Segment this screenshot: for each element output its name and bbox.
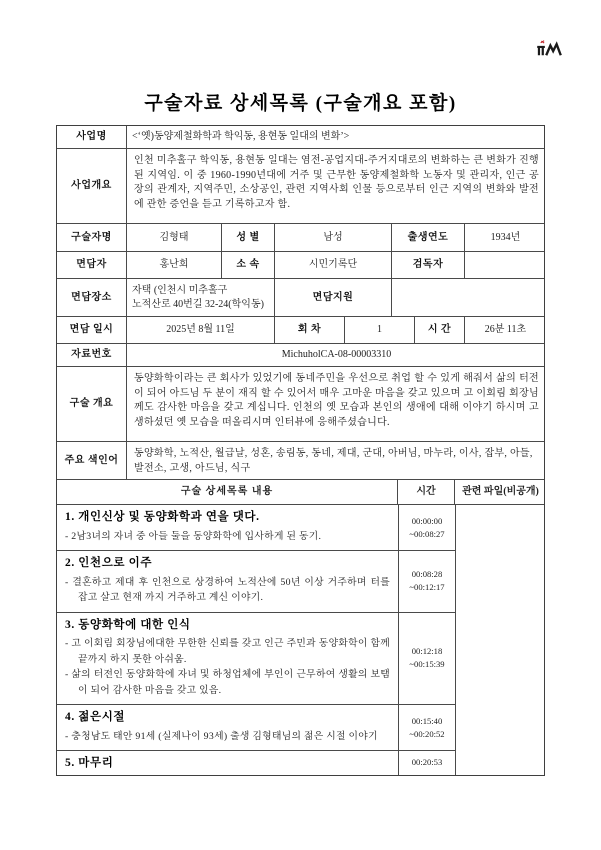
detail-header-time: 시간	[398, 480, 455, 504]
detail-header-file: 관련 파일(비공개)	[462, 486, 539, 498]
detail-section-row	[57, 613, 455, 706]
section-content	[57, 505, 398, 550]
place-label: 면담장소	[57, 279, 127, 316]
section-time	[398, 751, 455, 775]
table-row	[57, 224, 544, 252]
time-end: ~00:20:52	[409, 728, 445, 739]
birth-year-value: 1934년	[490, 231, 521, 243]
section-subitem: - 고 이회림 회장님에대한 무한한 신뢰를 갖고 인근 주민과 동양화학이 함께 끝까지 하지 못한 아쉬움.	[65, 638, 390, 665]
time-start: 00:00:00	[411, 515, 443, 526]
table-row	[57, 252, 544, 279]
section-title: 4. 젊은시절	[65, 711, 126, 724]
section-content	[57, 705, 398, 750]
table-row	[57, 279, 544, 317]
time-end: ~00:12:17	[409, 582, 445, 593]
detail-sections	[57, 505, 455, 775]
detail-header-row	[57, 480, 544, 505]
detail-section-row	[57, 705, 455, 751]
birth-year-label: 출생연도	[392, 224, 465, 251]
institution-logo-icon	[535, 40, 563, 58]
time-end: ~00:15:39	[409, 659, 445, 670]
table-row	[57, 367, 544, 442]
place-value	[127, 279, 275, 316]
section-time	[398, 613, 455, 705]
session-value: 1	[345, 317, 415, 343]
section-subitem: - 충청남도 태안 91세 (실제나이 93세) 출생 김형태님의 젊은 시절 이야기	[65, 730, 378, 742]
project-name-value: <‘옛)동양제철화학과 학익동, 용현동 일대의 변화’>	[132, 131, 350, 143]
section-subitems	[57, 529, 398, 551]
narrator-value: 김형태	[127, 224, 222, 251]
section-subitems	[57, 636, 398, 704]
time-end: ~00:08:27	[409, 528, 445, 539]
section-content	[57, 613, 398, 705]
table-row	[57, 149, 544, 224]
project-overview-value: 인천 미추홀구 학익동, 용현동 일대는 염전-공업지대-주거지대로의 변화하는 큰 변화가 진행된 지역임. 이 중 1960-1990년대에 거주 및 근무한 동양제철화학 노동자 및 관리자, 인근 공장의 관계자, 지역주민, 소상공인, 관련 지역사회 인물 등으로부터 인근 지역의 변화와 발전에 관한 증언을 듣고 기록하고자 함.	[134, 155, 539, 210]
section-subitem: - 결혼하고 제대 후 인천으로 상경하여 노적산에 50년 이상 거주하며 터를 잡고 살고 현재 까지 거주하고 계신 이야기.	[65, 576, 390, 604]
table-row	[57, 126, 544, 149]
section-content	[57, 751, 398, 775]
project-overview-label: 사업개요	[57, 149, 127, 223]
affiliation-label: 소 속	[222, 252, 275, 278]
detail-section-row	[57, 751, 455, 775]
section-time	[398, 705, 455, 750]
support-label: 면담지원	[275, 279, 392, 316]
reviewer-value	[465, 252, 546, 278]
related-file-cell	[455, 505, 546, 775]
section-subitems	[57, 575, 398, 612]
table-row	[57, 442, 544, 480]
duration-label: 시 간	[415, 317, 465, 343]
detail-section-row	[57, 551, 455, 613]
doc-no-label: 자료번호	[57, 344, 127, 366]
section-subitem: - 2남3녀의 자녀 중 아들 둘을 동양화학에 입사하게 된 동기.	[65, 530, 322, 542]
doc-no-value: MichuholCA-08-00003310	[281, 349, 392, 361]
detail-body	[57, 505, 544, 775]
place-line2: 노적산로 40번길 32-24(학익동)	[132, 298, 264, 310]
affiliation-value: 시민기록단	[275, 252, 392, 278]
page-title: 구술자료 상세목록 (구술개요 포함)	[144, 93, 457, 114]
section-title: 1. 개인신상 및 동양화학과 연을 댓다.	[65, 511, 260, 523]
session-label: 회 차	[275, 317, 345, 343]
oral-record-table	[56, 125, 545, 776]
place-line1: 자택 (인천시 미추홀구	[132, 284, 228, 296]
table-row	[57, 344, 544, 367]
date-label: 면담 일시	[57, 317, 127, 343]
support-value	[392, 279, 546, 316]
section-time	[398, 551, 455, 612]
time-start: 00:08:28	[411, 569, 443, 580]
summary-label: 구술 개요	[57, 367, 127, 441]
date-value: 2025년 8월 11일	[127, 317, 275, 343]
interviewer-value: 홍난희	[127, 252, 222, 278]
section-content	[57, 551, 398, 612]
table-row	[57, 317, 544, 344]
time-start: 00:12:18	[411, 646, 443, 657]
keywords-value: 동양화학, 노적산, 월급날, 성혼, 송림동, 동네, 제대, 군대, 아버님, 마누라, 이사, 잡부, 아들, 발전소, 고생, 아드님, 식구	[134, 447, 533, 474]
narrator-label: 구술자명	[57, 224, 127, 251]
interviewer-label: 면담자	[57, 252, 127, 278]
gender-label: 성 별	[222, 224, 275, 251]
section-title: 5. 마무리	[65, 757, 114, 770]
section-title: 2. 인천으로 이주	[65, 557, 153, 570]
section-time	[398, 505, 455, 550]
gender-value: 남성	[275, 224, 392, 251]
section-subitem: - 삶의 터전인 동양화학에 자녀 및 하청업체에 부인이 근무하여 생활의 보탬이 되어 감사한 마음을 갖고 있음.	[65, 669, 390, 696]
summary-value: 동양화학이라는 큰 회사가 있었기에 동네주민을 우선으로 취업 할 수 있게 해줘서 삶의 터전이 되어 아드님 두 분이 재직 할 수 있어서 매우 고마운 마음을 갖고 있으며 고 이회림 회장님께도 감사한 마음을 갖고 계십니다. 인천의 옛 모습과 본인의 생애에 대해 이야기 하시며 고생하셨던 옛 모습을 떠올리시며 인터뷰에 응해주셨습니다.	[134, 373, 539, 428]
section-title: 3. 동양화학에 대한 인식	[65, 618, 191, 631]
reviewer-label: 검독자	[392, 252, 465, 278]
detail-section-row	[57, 505, 455, 551]
time-start: 00:15:40	[411, 715, 443, 726]
keywords-label: 주요 색인어	[57, 442, 127, 479]
time-start: 00:20:53	[411, 757, 443, 768]
section-subitems	[57, 729, 398, 751]
detail-header-content: 구술 상세목록 내용	[57, 480, 398, 504]
project-name-label: 사업명	[57, 126, 127, 148]
duration-value: 26분 11초	[484, 324, 527, 336]
